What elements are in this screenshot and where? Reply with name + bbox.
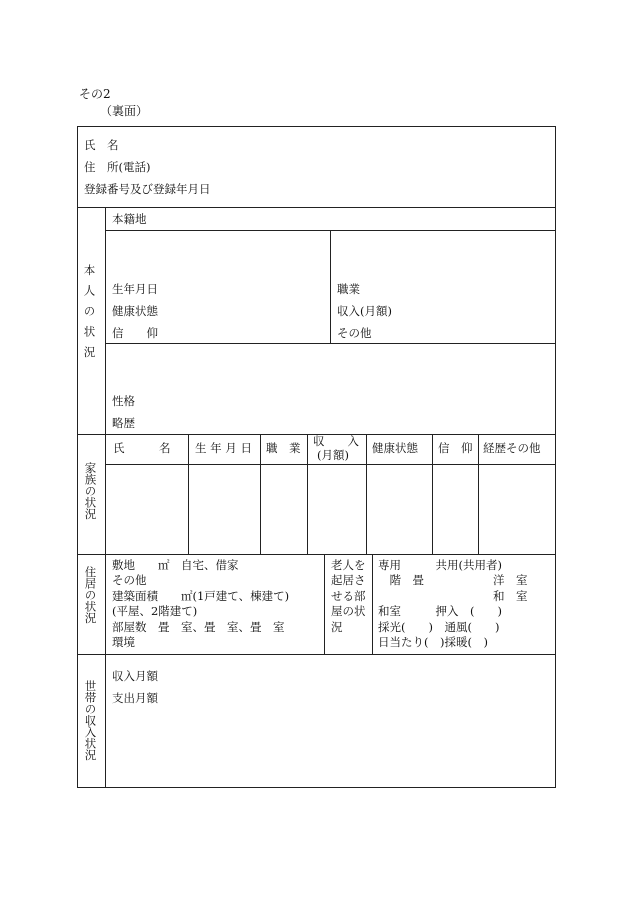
name-label: 氏 名 [84, 138, 119, 152]
family-col-name: 氏 名 [113, 441, 171, 455]
family-col-line-3 [307, 434, 308, 554]
room-line-use: 専用 共用(共用者) [378, 558, 502, 572]
health-label: 健康状態 [112, 304, 158, 318]
other-label: その他 [337, 326, 372, 340]
housing-line-floors: (平屋、2階建て) [112, 604, 198, 618]
character-label: 性格 [112, 394, 135, 408]
room-line-closet: 和室 押入 ( ) [378, 604, 502, 618]
divider-family [77, 554, 556, 555]
label-column-line [105, 207, 106, 788]
domicile-label: 本籍地 [112, 212, 147, 226]
divider-header [77, 207, 556, 208]
room-line-light-air: 採光( ) 通風( ) [378, 620, 500, 634]
elderly-room-label-1: 老人を [331, 558, 366, 572]
belief-label: 信 仰 [112, 326, 158, 340]
room-line-western: 階 畳 洋 室 [378, 573, 528, 587]
expense-monthly-label: 支出月額 [112, 691, 158, 705]
divider-person-lower [105, 343, 556, 344]
person-section-title: 本人の状況 [82, 264, 97, 367]
family-col-health: 健康状態 [372, 441, 418, 455]
housing-line-environment: 環境 [112, 635, 135, 649]
family-header-line [105, 464, 556, 465]
elderly-room-label-3: せる部 [331, 589, 366, 603]
family-col-income: 収 入 [313, 434, 359, 448]
divider-housing [77, 654, 556, 655]
income-monthly-label: 収入月額 [112, 669, 158, 683]
housing-line-area: 建築面積 ㎡(1戸建て、棟建て) [112, 589, 290, 603]
family-col-line-2 [260, 434, 261, 554]
family-col-occupation: 職 業 [266, 441, 301, 455]
divider-person-mid [330, 230, 331, 343]
occupation-label: 職業 [337, 282, 360, 296]
family-section-title: 家族の状況 [83, 462, 98, 520]
elderly-room-label-2: 起居さ [331, 573, 366, 587]
form-heading: その2 [79, 87, 111, 101]
family-col-belief: 信 仰 [438, 441, 473, 455]
housing-line-other: その他 [112, 573, 147, 587]
housing-line-site: 敷地 ㎡ 自宅、借家 [112, 558, 239, 572]
history-label: 略歴 [112, 416, 135, 430]
housing-section-title: 住居の状況 [83, 566, 98, 624]
family-col-line-5 [432, 434, 433, 554]
elderly-room-label-5: 況 [331, 620, 343, 634]
housing-line-rooms: 部屋数 畳 室、畳 室、畳 室 [112, 620, 285, 634]
address-label: 住 所(電話) [84, 160, 151, 174]
housing-col-line-2 [372, 554, 373, 654]
housing-col-line-1 [324, 554, 325, 654]
form-subheading: （裏面） [100, 104, 149, 118]
family-col-line-6 [478, 434, 479, 554]
family-col-line-4 [366, 434, 367, 554]
family-col-birth: 生 年 月 日 [195, 441, 252, 455]
household-section-title: 世帯の収入状況 [83, 680, 98, 761]
family-col-income-monthly: (月額) [317, 448, 349, 462]
income-label: 収入(月額) [337, 304, 392, 318]
registration-label: 登録番号及び登録年月日 [84, 182, 211, 196]
room-line-japanese: 和 室 [378, 589, 528, 603]
room-line-sun-heat: 日当たり( )採暖( ) [378, 635, 488, 649]
family-col-line-1 [188, 434, 189, 554]
birth-label: 生年月日 [112, 282, 158, 296]
family-col-other: 経歴その他 [483, 441, 541, 455]
elderly-room-label-4: 屋の状 [331, 604, 366, 618]
